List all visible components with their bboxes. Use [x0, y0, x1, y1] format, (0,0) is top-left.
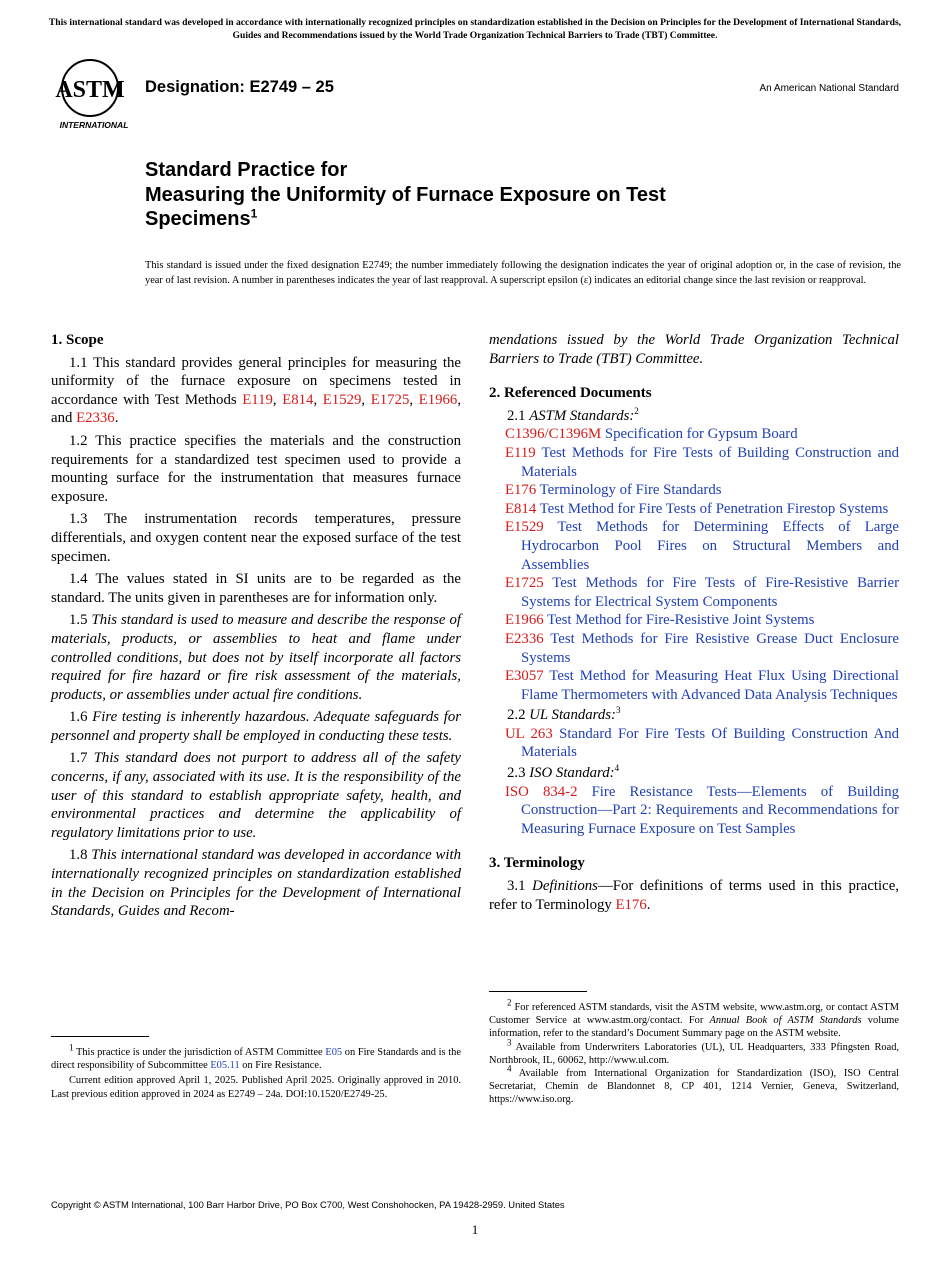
astm-ref-title-link[interactable]: Test Methods for Fire Tests of Building Construction and Materials [521, 444, 899, 480]
ref-link-e176[interactable]: E176 [615, 896, 647, 913]
para-1-8: 1.8 This international standard was developed in accordance with internationally recognized principles on standardization established in the Decision on Principles for the Development of International Standards, Guides and Recom- [51, 847, 461, 920]
para-1-4: 1.4 The values stated in SI units are to be regarded as the standard. The units given in parentheses are for information only. [51, 571, 461, 606]
astm-reference-list [489, 425, 899, 704]
astm-ref-code-link[interactable]: E119 [505, 444, 536, 461]
astm-ref-item [505, 425, 899, 444]
footnotes-left [51, 1042, 461, 1101]
astm-ref-title-link[interactable]: Test Methods for Fire Tests of Fire-Resistive Barrier Systems for Electrical System Components [521, 575, 899, 610]
ref-link-e1966[interactable]: E1966 [418, 391, 458, 408]
para-1-1: 1.1 This standard provides general principles for measuring the uniformity of the furnace exposure on specimens tested in accordance with Test Methods E119, E814, E1529, E1725, E1966, and E2336. [51, 354, 462, 427]
ul-ref-title-link[interactable]: Standard For Fire Tests Of Building Construction And Materials [521, 725, 900, 761]
para-1-8-continued: mendations issued by the World Trade Organization Technical Barriers to Trade (TBT) Committee. [489, 332, 899, 367]
footnote-rule-left [51, 1036, 149, 1037]
section-2-heading: 2. Referenced Documents [489, 385, 652, 402]
astm-ref-item [505, 518, 899, 574]
astm-ref-title-link[interactable]: Test Methods for Fire Resistive Grease Duct Enclosure Systems [521, 630, 899, 666]
astm-ref-code-link[interactable]: E3057 [505, 668, 544, 685]
iso-standard-label: 2.3 ISO Standard:$^4$ [507, 763, 620, 782]
astm-ref-title-link[interactable]: Test Method for Measuring Heat Flux Using Directional Flame Thermometers with Advanced Data Analysis Techniques [521, 668, 899, 703]
astm-ref-title-link[interactable]: Terminology of Fire Standards [539, 482, 722, 499]
para-1-5: 1.5 This standard is used to measure and describe the response of materials, products, or assemblies to heat and flame under controlled conditions, but does not by itself incorporate all factors required for fire hazard or fire risk assessment of the materials, products, or assemblies under actual fire conditions. [51, 612, 461, 703]
astm-ref-item [505, 611, 899, 630]
astm-ref-code-link[interactable]: E1725 [505, 575, 544, 592]
page-title [145, 158, 865, 232]
ref-link-e814[interactable]: E814 [282, 391, 314, 408]
astm-ref-item [505, 630, 899, 667]
astm-standards-label: 2.1 ASTM Standards:$^2$ [507, 405, 639, 424]
iso-ref-code-link[interactable]: ISO 834-2 [505, 783, 578, 800]
ul-ref-code-link[interactable]: UL 263 [505, 725, 553, 742]
astm-logo [54, 58, 134, 130]
national-standard-label: An American National Standard [759, 83, 899, 94]
page-number: 1 [471, 1222, 479, 1237]
astm-ref-item [505, 500, 899, 519]
astm-ref-title-link[interactable]: Test Method for Fire Tests of Penetration Firestop Systems [539, 500, 889, 517]
title-footnote-mark[interactable]: 1 [250, 206, 258, 221]
para-1-6: 1.6 Fire testing is inherently hazardous. Adequate safeguards for personnel and property shall be employed in conducting these tests. [51, 709, 461, 744]
right-column [489, 331, 899, 914]
astm-ref-code-link[interactable]: C1396/C1396M [505, 426, 602, 443]
ul-standards-label: 2.2 UL Standards:$^3$ [507, 705, 621, 724]
ref-link-e2336[interactable]: E2336 [76, 410, 115, 427]
title-line-3: Specimens [145, 208, 251, 230]
ref-link-e119[interactable]: E119 [242, 391, 273, 408]
footnote-4: $^4$ Available from International Organization for Standardization (ISO), ISO Central Secretariat, Chemin de Blandonnet 8, CP 401, 1214 Vernier, Geneva, Switzerland, https://www.iso.org. [489, 1063, 899, 1106]
title-line-1: Standard Practice for [145, 159, 348, 181]
iso-ref-item [505, 783, 899, 839]
ref-link-e1529[interactable]: E1529 [322, 391, 362, 408]
section-3-heading: 3. Terminology [489, 855, 585, 872]
para-3-1: 3.1 Definitions—For definitions of terms used in this practice, refer to Terminology E176. [489, 878, 899, 913]
top-notice: This international standard was developed in accordance with internationally recognized principles on standardization established in the Decision on Principles for the Development of International Standards, Guides and Recommendations issued by the World Trade Organization Technical Barriers to Trade (TBT) Committee. [48, 17, 902, 41]
logo-text: ASTM [55, 77, 125, 103]
title-line-2: Measuring the Uniformity of Furnace Exposure on Test [145, 183, 666, 206]
astm-ref-code-link[interactable]: E1529 [505, 519, 544, 536]
astm-ref-item [505, 481, 899, 500]
footnote-2: $^2$ For referenced ASTM standards, visit the ASTM website, www.astm.org, or contact ASTM Customer Service at www.astm.org/contact. For Annual Book of ASTM Standards volume information, refer to the standard’s Document Summary page on the ASTM website. [489, 997, 899, 1040]
astm-ref-title-link[interactable]: Specification for Gypsum Board [604, 426, 798, 443]
left-column [51, 331, 461, 921]
section-1-heading: 1. Scope [51, 332, 104, 348]
committee-link-e05[interactable]: E05 [325, 1047, 343, 1058]
footnote-1-edition: Current edition approved April 1, 2025. Published April 2025. Originally approved in 2010. Last previous edition approved in 2024 as E2749 – 24a. DOI:10.1520/E2749-25. [51, 1075, 461, 1100]
para-1-3: 1.3 The instrumentation records temperatures, pressure differentials, and oxygen content near the exposed surface of the test specimen. [51, 511, 461, 565]
footnote-3: $^3$ Available from Underwriters Laboratories (UL), UL Headquarters, 333 Pfingsten Road, Northbrook, IL, 60062, http://www.ul.com. [489, 1037, 899, 1066]
ref-link-e1725[interactable]: E1725 [370, 391, 410, 408]
ul-reference-list [489, 725, 899, 762]
para-1-7: 1.7 This standard does not purport to address all of the safety concerns, if any, associated with its use. It is the responsibility of the user of this standard to establish appropriate safety, health, and environmental practices and determine the applicability of regulatory limitations prior to use. [51, 750, 461, 841]
ul-ref-item [505, 725, 899, 762]
logo-subtext: INTERNATIONAL [59, 120, 129, 130]
designation: Designation: E2749 – 25 [145, 78, 334, 96]
iso-ref-title-link[interactable]: Fire Resistance Tests—Elements of Building Construction—Part 2: Requirements and Recommendations for Measuring Furnace Exposure on Test Samples [521, 783, 899, 837]
footnotes-right [489, 997, 899, 1107]
astm-ref-code-link[interactable]: E814 [505, 500, 537, 517]
copyright-line: Copyright © ASTM International, 100 Barr Harbor Drive, PO Box C700, West Conshohocken, PA 19428-2959. United States [51, 1199, 565, 1210]
astm-ref-code-link[interactable]: E2336 [505, 630, 544, 647]
para-1-2: 1.2 This practice specifies the materials and the construction requirements for a standardized test specimen used to provide a mounting surface for the instrumentation that measures furnace exposure. [51, 432, 461, 505]
astm-ref-item [505, 574, 899, 611]
footnote-rule-right [489, 991, 587, 992]
astm-ref-title-link[interactable]: Test Methods for Determining Effects of Large Hydrocarbon Pool Fires on Structural Members and Assemblies [521, 519, 900, 573]
issue-note: This standard is issued under the fixed designation E2749; the number immediately following the designation indicates the year of original adoption or, in the case of revision, the year of last revision. A number in parentheses indicates the year of last reapproval. A superscript epsilon (ε) indicates an editorial change since the last revision or reapproval. [145, 260, 901, 286]
iso-reference-list [489, 783, 899, 839]
subcommittee-link-e05-11[interactable]: E05.11 [210, 1060, 240, 1072]
astm-ref-item [505, 667, 899, 704]
astm-ref-code-link[interactable]: E176 [505, 482, 537, 499]
astm-ref-code-link[interactable]: E1966 [505, 612, 544, 629]
astm-ref-title-link[interactable]: Test Method for Fire-Resistive Joint Systems [547, 612, 815, 629]
footnote-1: $^1$ This practice is under the jurisdiction of ASTM Committee E05 on Fire Standards and is the direct responsibility of Subcommittee E05.11 on Fire Resistance. [51, 1042, 461, 1072]
astm-ref-item [505, 444, 899, 481]
